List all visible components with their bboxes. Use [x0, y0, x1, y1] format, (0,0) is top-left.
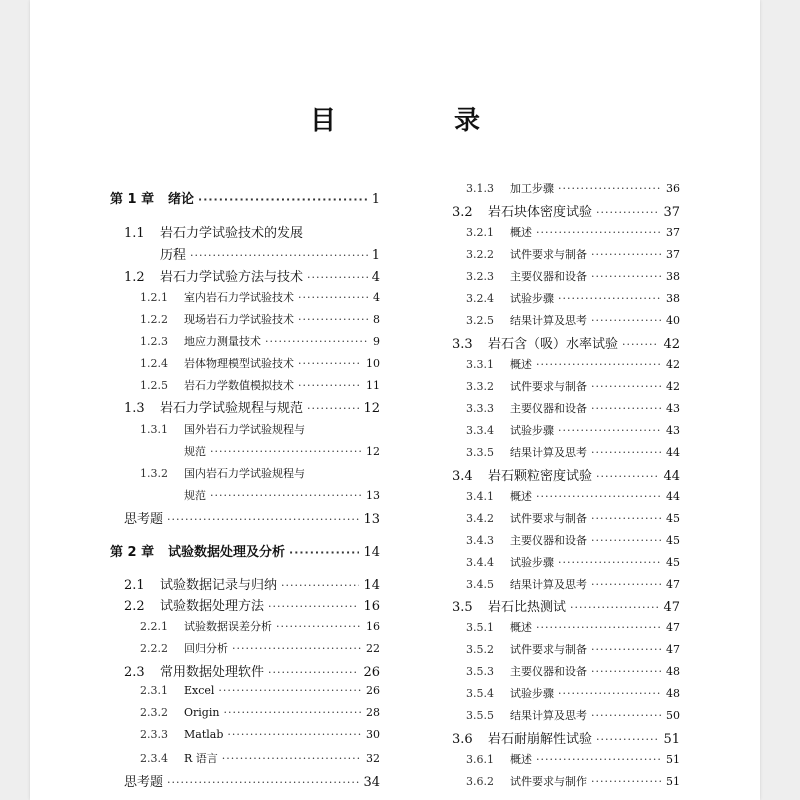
- toc-dot-leader: [591, 665, 662, 678]
- toc-entry-label: 试件要求与制备: [510, 643, 587, 656]
- toc-entry[interactable]: [420, 246, 680, 262]
- toc-page-number: 11: [366, 379, 380, 392]
- toc-entry-number: 1.3.1: [140, 423, 168, 436]
- toc-entry-label: 岩石力学试验规程与规范: [160, 401, 304, 416]
- toc-entry-label: 试件要求与制备: [510, 248, 587, 261]
- toc-entry-label: 绪论: [168, 192, 195, 207]
- toc-page-number: 13: [366, 489, 380, 502]
- toc-entry-number: 2.3.2: [140, 706, 168, 719]
- toc-entry-number: 3.5.5: [466, 709, 494, 722]
- toc-page-number: 47: [666, 621, 680, 634]
- toc-dot-leader: [558, 687, 662, 700]
- toc-entry-number: 1.2: [124, 270, 145, 285]
- toc-entry-label: 试验数据记录与归纳: [160, 578, 278, 593]
- toc-dot-leader: [198, 193, 368, 206]
- toc-entry-number: 1.2.3: [140, 335, 168, 348]
- toc-page-number: 51: [666, 775, 680, 788]
- toc-dot-leader: [167, 513, 359, 526]
- toc-entry[interactable]: [110, 574, 380, 593]
- toc-entry[interactable]: [420, 268, 680, 284]
- toc-entry-label: R 语言: [184, 752, 218, 765]
- toc-entry-number: 3.4.2: [466, 512, 494, 525]
- toc-entry[interactable]: [420, 728, 680, 747]
- toc-page-number: 43: [666, 424, 680, 437]
- toc-entry-label: 岩石力学试验方法与技术: [160, 270, 304, 285]
- toc-entry[interactable]: [110, 266, 380, 285]
- toc-entry-number: 3.2: [452, 205, 473, 220]
- toc-page-number: 44: [663, 469, 680, 484]
- toc-dot-leader: [591, 512, 662, 525]
- toc-page-number: 4: [371, 270, 380, 285]
- toc-page-number: 42: [663, 337, 680, 352]
- toc-entry-label: 试件要求与制作: [510, 775, 587, 788]
- toc-entry-number: 3.3.3: [466, 402, 494, 415]
- toc-entry[interactable]: [420, 554, 680, 570]
- toc-entry-label: 岩石块体密度试验: [488, 205, 593, 220]
- toc-page-number: 43: [666, 402, 680, 415]
- toc-dot-leader: [232, 642, 362, 655]
- toc-entry[interactable]: [110, 311, 380, 327]
- toc-entry-label: 室内岩石力学试验技术: [184, 291, 294, 304]
- toc-entry-number: 3.3.5: [466, 446, 494, 459]
- toc-entry[interactable]: [110, 618, 380, 634]
- toc-page-number: 51: [663, 732, 680, 747]
- toc-entry-label: 试验步骤: [510, 687, 554, 700]
- toc-dot-leader: [558, 556, 662, 569]
- toc-entry-label: 思考题: [124, 775, 164, 790]
- toc-dot-leader: [596, 470, 659, 483]
- toc-entry-number: 3.5.4: [466, 687, 494, 700]
- toc-entry-label: 结果计算及思考: [510, 578, 587, 591]
- toc-entry-number: 1.2.5: [140, 379, 168, 392]
- toc-page-number: 40: [666, 314, 680, 327]
- toc-entry-number: 3.4.1: [466, 490, 494, 503]
- toc-dot-leader: [558, 424, 662, 437]
- toc-entry[interactable]: [420, 378, 680, 394]
- toc-dot-leader: [558, 292, 662, 305]
- toc-entry-label: 主要仪器和设备: [510, 402, 587, 415]
- toc-entry-label: Matlab: [184, 728, 224, 741]
- toc-dot-leader: [222, 752, 362, 765]
- toc-entry-number: 3.4: [452, 469, 473, 484]
- toc-dot-leader: [223, 706, 362, 719]
- toc-dot-leader: [591, 578, 662, 591]
- toc-page-number: 37: [666, 226, 680, 239]
- toc-dot-leader: [276, 620, 362, 633]
- toc-entry[interactable]: [110, 684, 380, 697]
- toc-entry-number: 1.2.1: [140, 291, 168, 304]
- toc-entry[interactable]: [110, 421, 380, 437]
- toc-entry-number: 3.3: [452, 337, 473, 352]
- toc-page-number: 37: [666, 248, 680, 261]
- toc-entry-label: 岩石颗粒密度试验: [488, 469, 593, 484]
- toc-dot-leader: [167, 776, 359, 789]
- toc-entry-label: 岩石力学试验技术的发展: [160, 226, 304, 241]
- toc-entry[interactable]: [110, 771, 380, 790]
- toc-dot-leader: [591, 314, 662, 327]
- toc-entry[interactable]: [110, 661, 380, 680]
- toc-entry[interactable]: [420, 180, 680, 196]
- toc-entry-number: 第 2 章: [110, 545, 155, 560]
- toc-entry[interactable]: [420, 400, 680, 416]
- toc-entry[interactable]: [420, 290, 680, 306]
- toc-entry-label: 规范: [184, 489, 206, 502]
- toc-dot-leader: [298, 291, 369, 304]
- toc-entry-label: 主要仪器和设备: [510, 534, 587, 547]
- toc-dot-leader: [268, 666, 359, 679]
- toc-dot-leader: [210, 489, 362, 502]
- toc-entry-number: 3.4.4: [466, 556, 494, 569]
- toc-dot-leader: [536, 226, 662, 239]
- toc-entry[interactable]: [110, 377, 380, 393]
- toc-entry-label: 岩石比热测试: [488, 600, 567, 615]
- toc-page-number: 26: [366, 684, 380, 697]
- toc-entry[interactable]: [420, 510, 680, 526]
- toc-entry-number: 3.5.1: [466, 621, 494, 634]
- toc-entry[interactable]: [110, 355, 380, 371]
- toc-page-number: 14: [363, 545, 380, 560]
- toc-entry[interactable]: [420, 576, 680, 592]
- toc-entry[interactable]: [110, 595, 380, 614]
- toc-entry-label: 思考题: [124, 512, 164, 527]
- toc-entry-number: 3.3.2: [466, 380, 494, 393]
- toc-dot-leader: [298, 379, 362, 392]
- toc-entry[interactable]: [420, 465, 680, 484]
- toc-entry-number: 3.5: [452, 600, 473, 615]
- toc-page-number: 12: [366, 445, 380, 458]
- toc-entry[interactable]: [420, 685, 680, 701]
- toc-entry-number: 2.1: [124, 578, 145, 593]
- toc-dot-leader: [298, 357, 362, 370]
- toc-entry[interactable]: [110, 541, 380, 560]
- toc-entry-number: 1.3.2: [140, 467, 168, 480]
- toc-entry[interactable]: [420, 422, 680, 438]
- toc-entry-label: 岩石耐崩解性试验: [488, 732, 593, 747]
- toc-page-number: 28: [366, 706, 380, 719]
- toc-dot-leader: [536, 621, 662, 634]
- toc-entry-label: 概述: [510, 621, 532, 634]
- toc-page-number: 37: [663, 205, 680, 220]
- toc-page-number: 13: [363, 512, 380, 527]
- toc-dot-leader: [210, 445, 362, 458]
- toc-dot-leader: [218, 684, 362, 697]
- toc-entry-number: 3.6.2: [466, 775, 494, 788]
- toc-entry-label: 试验数据处理方法: [160, 599, 265, 614]
- toc-dot-leader: [265, 335, 369, 348]
- toc-page-number: 48: [666, 665, 680, 678]
- toc-page-number: 42: [666, 358, 680, 371]
- toc-page-number: 34: [363, 775, 380, 790]
- toc-entry-number: 3.6.1: [466, 753, 494, 766]
- toc-page-number: 47: [663, 600, 680, 615]
- toc-dot-leader: [591, 534, 662, 547]
- toc-page-number: 48: [666, 687, 680, 700]
- toc-entry[interactable]: [110, 289, 380, 305]
- toc-entry[interactable]: [110, 244, 380, 263]
- toc-dot-leader: [591, 446, 662, 459]
- toc-page-number: 30: [366, 728, 380, 741]
- toc-entry[interactable]: [420, 707, 680, 723]
- toc-entry[interactable]: [420, 641, 680, 657]
- toc-dot-leader: [591, 775, 662, 788]
- toc-dot-leader: [558, 182, 662, 195]
- toc-entry-number: 2.2.2: [140, 642, 168, 655]
- toc-entry[interactable]: [110, 750, 380, 766]
- toc-dot-leader: [281, 579, 359, 592]
- toc-entry-number: 3.2.4: [466, 292, 494, 305]
- toc-entry-label: 结果计算及思考: [510, 314, 587, 327]
- toc-page-number: 45: [666, 534, 680, 547]
- toc-page-number: 36: [666, 182, 680, 195]
- toc-dot-leader: [596, 206, 659, 219]
- toc-entry-number: 3.3.1: [466, 358, 494, 371]
- toc-entry-label: 历程: [160, 248, 187, 263]
- toc-entry-label: Excel: [184, 684, 215, 697]
- toc-entry-label: 岩体物理模型试验技术: [184, 357, 294, 370]
- toc-entry-number: 2.3.4: [140, 752, 168, 765]
- toc-entry-label: 回归分析: [184, 642, 228, 655]
- toc-entry[interactable]: [110, 465, 380, 481]
- toc-page-number: 1: [371, 248, 380, 263]
- toc-page-number: 44: [666, 490, 680, 503]
- toc-entry-label: 地应力测量技术: [184, 335, 261, 348]
- toc-page-number: 45: [666, 556, 680, 569]
- toc-entry-label: 主要仪器和设备: [510, 270, 587, 283]
- toc-dot-leader: [591, 248, 662, 261]
- toc-entry-number: 1.2.4: [140, 357, 168, 370]
- toc-entry[interactable]: [110, 333, 380, 349]
- toc-entry-label: 规范: [184, 445, 206, 458]
- toc-entry-label: 试验步骤: [510, 424, 554, 437]
- document-page: [30, 0, 760, 800]
- toc-entry[interactable]: [420, 356, 680, 372]
- toc-page-number: 32: [366, 752, 380, 765]
- toc-entry-label: 概述: [510, 226, 532, 239]
- toc-entry-number: 3.2.2: [466, 248, 494, 261]
- toc-dot-leader: [298, 313, 369, 326]
- toc-dot-leader: [596, 733, 659, 746]
- toc-entry[interactable]: [110, 706, 380, 719]
- toc-entry-number: 3.4.5: [466, 578, 494, 591]
- toc-entry[interactable]: [420, 532, 680, 548]
- toc-entry-label: 试验数据处理及分析: [168, 545, 286, 560]
- toc-entry-number: 2.3.1: [140, 684, 168, 697]
- toc-entry-number: 3.4.3: [466, 534, 494, 547]
- toc-page-number: 44: [666, 446, 680, 459]
- toc-dot-leader: [591, 270, 662, 283]
- toc-dot-leader: [536, 490, 662, 503]
- toc-entry-label: 概述: [510, 490, 532, 503]
- toc-entry[interactable]: [110, 443, 380, 459]
- toc-entry-number: 2.2: [124, 599, 145, 614]
- toc-entry-label: Origin: [184, 706, 220, 719]
- toc-dot-leader: [591, 709, 662, 722]
- toc-page-number: 50: [666, 709, 680, 722]
- toc-entry[interactable]: [110, 728, 380, 741]
- toc-dot-leader: [536, 753, 662, 766]
- toc-title: 目 录: [309, 106, 526, 136]
- toc-entry-number: 3.1.3: [466, 182, 494, 195]
- toc-entry-label: 试件要求与制备: [510, 512, 587, 525]
- toc-entry[interactable]: [420, 333, 680, 352]
- toc-entry[interactable]: [110, 640, 380, 656]
- toc-entry-label: 试验数据误差分析: [184, 620, 272, 633]
- toc-entry-number: 3.5.3: [466, 665, 494, 678]
- toc-entry-number: 1.2.2: [140, 313, 168, 326]
- toc-dot-leader: [307, 402, 359, 415]
- toc-entry-number: 2.2.1: [140, 620, 168, 633]
- toc-entry[interactable]: [110, 508, 380, 527]
- toc-entry-label: 现场岩石力学试验技术: [184, 313, 294, 326]
- toc-entry-label: 岩石含（吸）水率试验: [488, 337, 619, 352]
- toc-entry-label: 试件要求与制备: [510, 380, 587, 393]
- toc-entry[interactable]: [420, 619, 680, 635]
- toc-entry-label: 结果计算及思考: [510, 709, 587, 722]
- toc-page-number: 26: [363, 665, 380, 680]
- toc-dot-leader: [591, 380, 662, 393]
- toc-entry-number: 3.5.2: [466, 643, 494, 656]
- toc-dot-leader: [307, 271, 368, 284]
- toc-dot-leader: [227, 728, 362, 741]
- toc-page-number: 47: [666, 643, 680, 656]
- toc-page-number: 42: [666, 380, 680, 393]
- toc-entry-label: 试验步骤: [510, 556, 554, 569]
- toc-entry-number: 2.3: [124, 665, 145, 680]
- toc-entry[interactable]: [110, 222, 380, 241]
- toc-entry-label: 结果计算及思考: [510, 446, 587, 459]
- toc-page-number: 14: [363, 578, 380, 593]
- toc-entry-number: 3.2.1: [466, 226, 494, 239]
- toc-page-number: 12: [363, 401, 380, 416]
- toc-entry-number: 3.3.4: [466, 424, 494, 437]
- toc-dot-leader: [591, 402, 662, 415]
- toc-dot-leader: [190, 249, 368, 262]
- toc-dot-leader: [591, 643, 662, 656]
- toc-page-number: 9: [373, 335, 380, 348]
- toc-entry[interactable]: [420, 751, 680, 767]
- toc-dot-leader: [268, 600, 359, 613]
- toc-entry[interactable]: [420, 663, 680, 679]
- toc-page-number: 10: [366, 357, 380, 370]
- toc-entry[interactable]: [110, 188, 380, 207]
- toc-entry-label: 概述: [510, 753, 532, 766]
- toc-entry[interactable]: [420, 596, 680, 615]
- toc-page-number: 38: [666, 292, 680, 305]
- toc-entry[interactable]: [420, 444, 680, 460]
- toc-page-number: 22: [366, 642, 380, 655]
- toc-entry-number: 3.2.3: [466, 270, 494, 283]
- toc-entry[interactable]: [420, 224, 680, 240]
- toc-entry-label: 岩石力学数值模拟技术: [184, 379, 294, 392]
- toc-entry-number: 1.1: [124, 226, 145, 241]
- toc-page-number: 51: [666, 753, 680, 766]
- toc-page-number: 45: [666, 512, 680, 525]
- toc-entry[interactable]: [420, 773, 680, 789]
- toc-entry-number: 3.2.5: [466, 314, 494, 327]
- toc-page-number: 1: [371, 192, 380, 207]
- toc-entry[interactable]: [420, 488, 680, 504]
- toc-entry-label: 主要仪器和设备: [510, 665, 587, 678]
- toc-dot-leader: [536, 358, 662, 371]
- toc-page-number: 8: [373, 313, 380, 326]
- toc-page-number: 16: [363, 599, 380, 614]
- toc-entry-number: 3.6: [452, 732, 473, 747]
- toc-entry-label: 常用数据处理软件: [160, 665, 265, 680]
- toc-entry-number: 2.3.3: [140, 728, 168, 741]
- toc-entry-label: 加工步骤: [510, 182, 554, 195]
- toc-page-number: 47: [666, 578, 680, 591]
- toc-page-number: 16: [366, 620, 380, 633]
- toc-entry[interactable]: [420, 312, 680, 328]
- toc-entry[interactable]: [420, 201, 680, 220]
- toc-entry-label: 国外岩石力学试验规程与: [184, 423, 305, 436]
- toc-entry[interactable]: [110, 487, 380, 503]
- toc-entry-label: 概述: [510, 358, 532, 371]
- toc-entry-label: 试验步骤: [510, 292, 554, 305]
- toc-entry[interactable]: [110, 397, 380, 416]
- toc-entry-number: 第 1 章: [110, 192, 155, 207]
- toc-dot-leader: [622, 338, 659, 351]
- toc-entry-label: 国内岩石力学试验规程与: [184, 467, 305, 480]
- toc-page-number: 38: [666, 270, 680, 283]
- toc-entry-number: 1.3: [124, 401, 145, 416]
- toc-dot-leader: [570, 601, 659, 614]
- toc-dot-leader: [289, 546, 359, 559]
- toc-page-number: 4: [373, 291, 380, 304]
